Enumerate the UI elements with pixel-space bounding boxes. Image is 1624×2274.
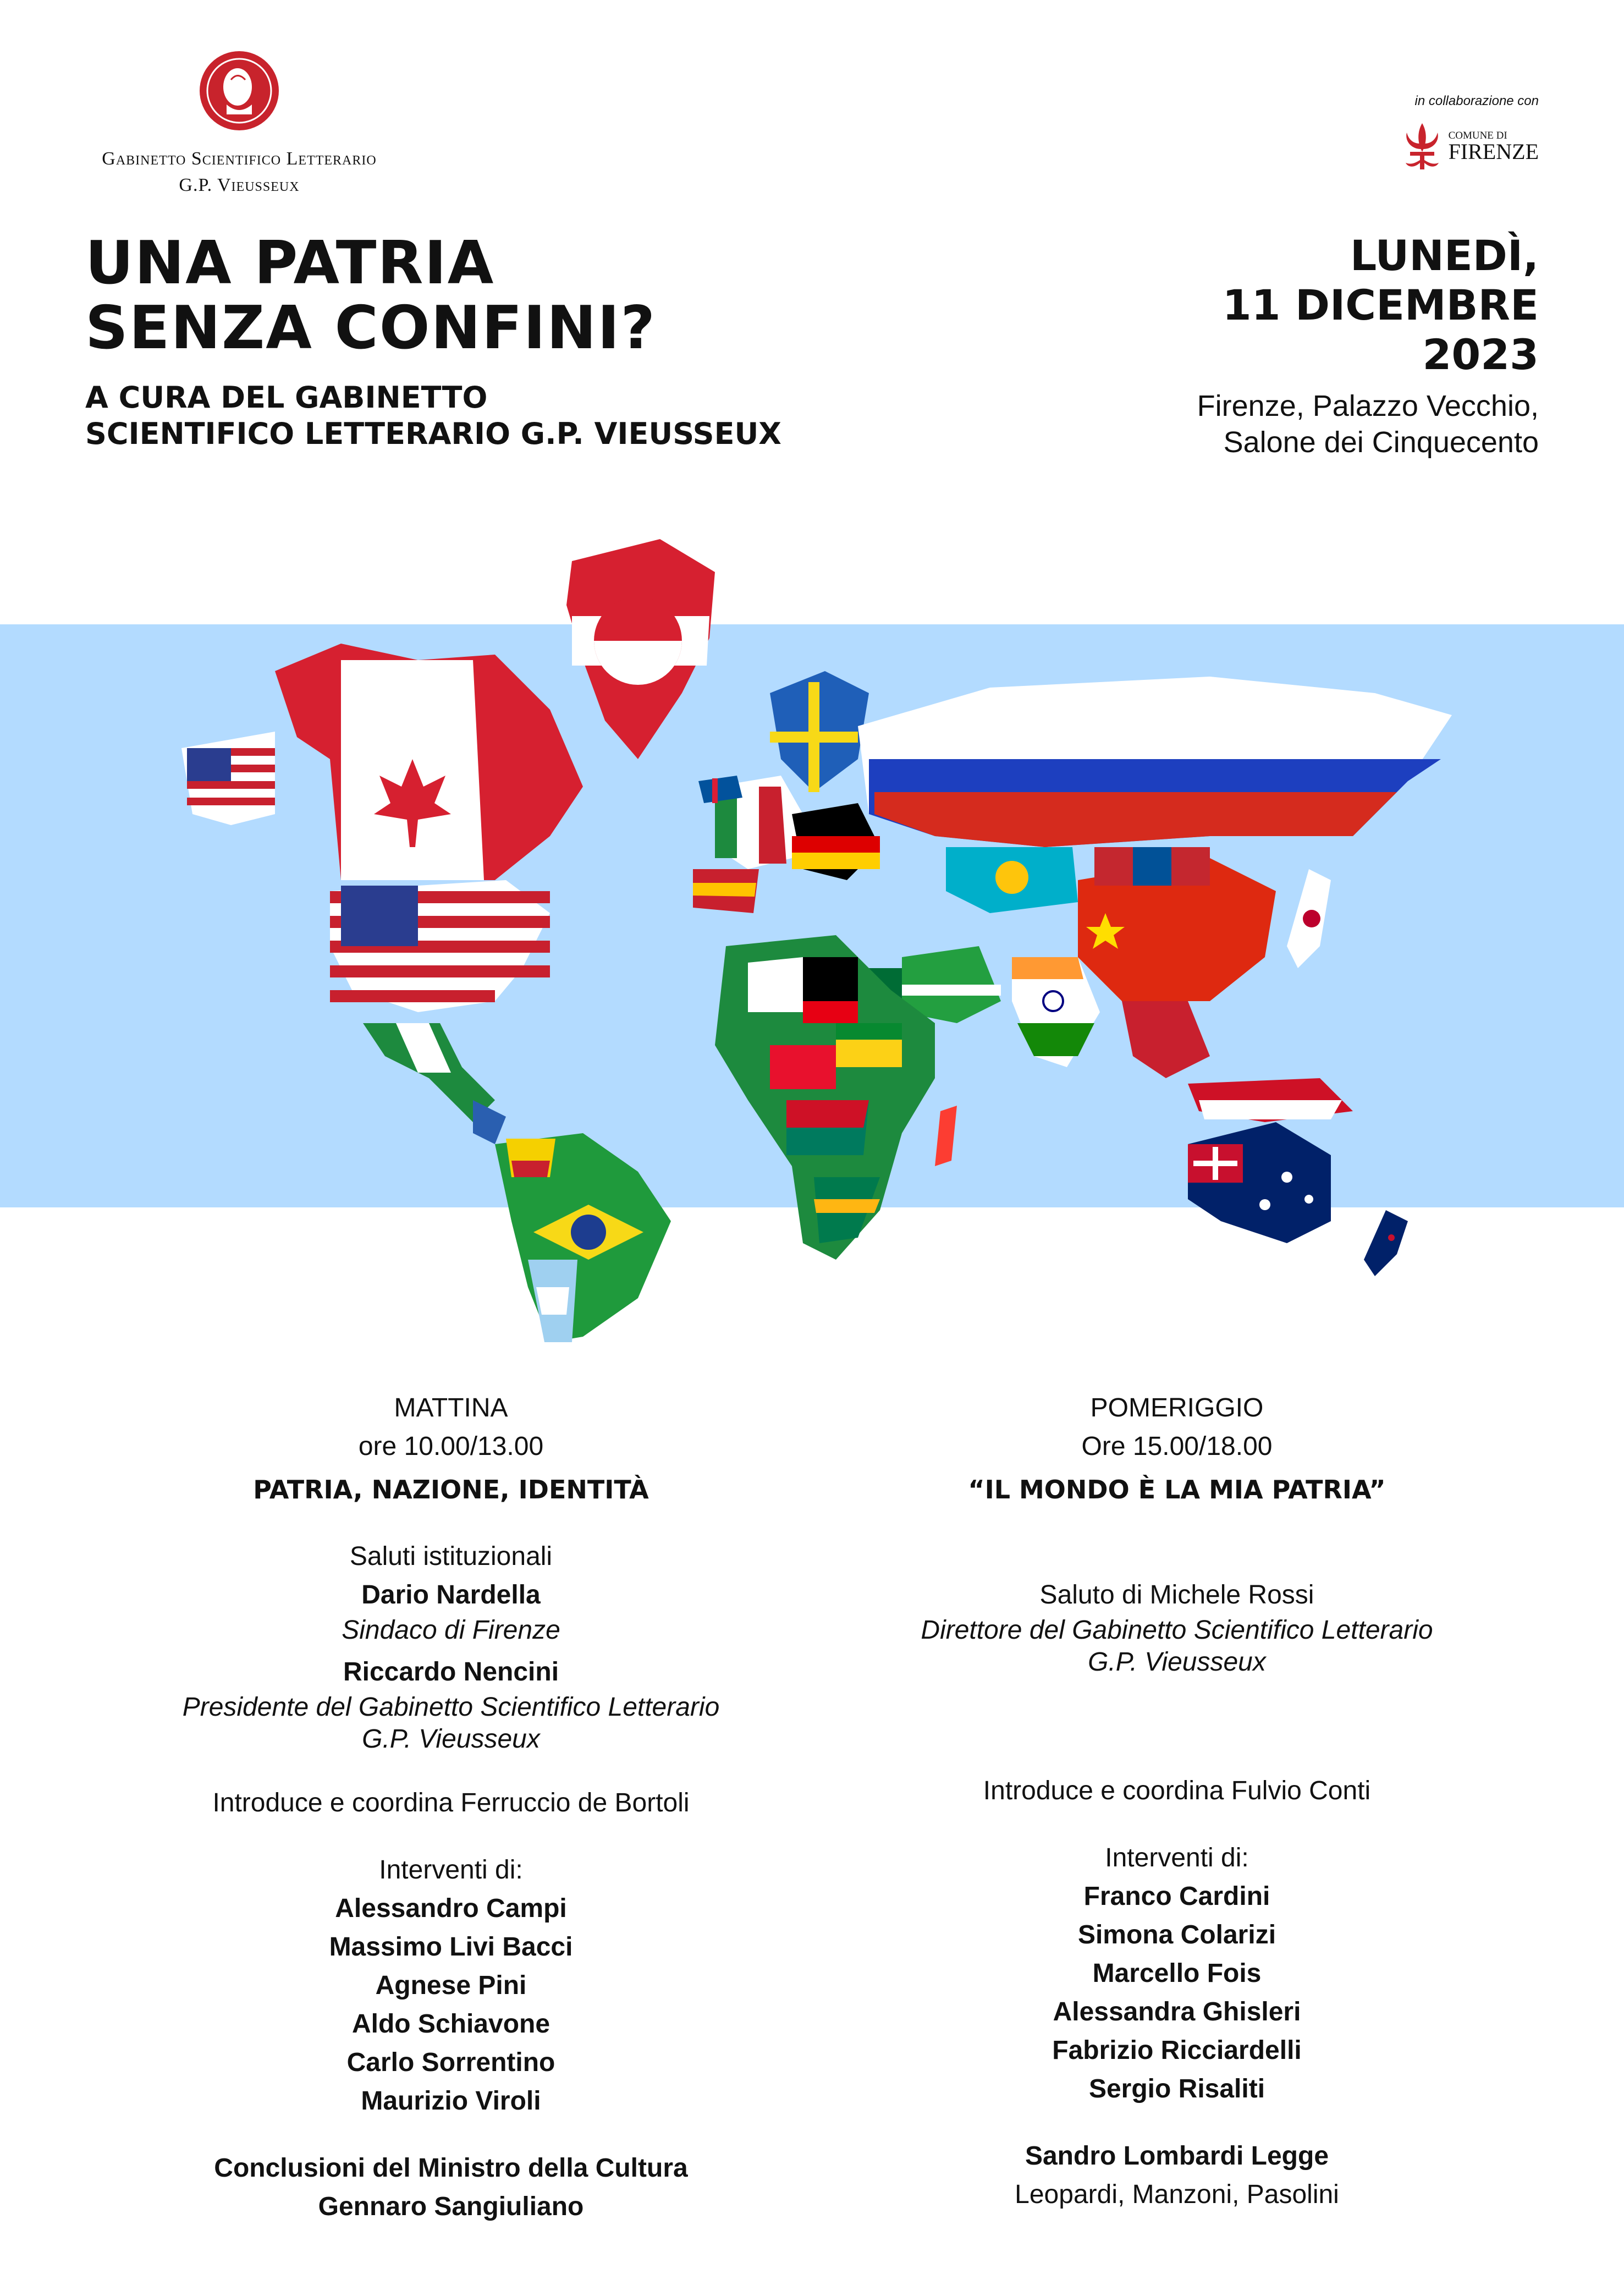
comune-firenze-logo	[1363, 119, 1539, 174]
flag-world-map-illustration	[0, 528, 1624, 1342]
firenze-text: FIRENZE	[1448, 139, 1539, 164]
speaker-name: Simona Colarizi	[1077, 1920, 1276, 1949]
speaker-name: Dario Nardella	[361, 1580, 541, 1610]
speaker-name: Aldo Schiavone	[351, 2009, 550, 2039]
event-date-year: 2023	[1422, 330, 1539, 379]
event-title-line1: UNA PATRIA	[85, 229, 495, 298]
reading-line: Sandro Lombardi Legge	[1025, 2141, 1329, 2171]
reading-authors: Leopardi, Manzoni, Pasolini	[1015, 2180, 1339, 2209]
interventions-label: Interventi di:	[1105, 1843, 1249, 1872]
speaker-name: Sergio Risaliti	[1088, 2074, 1265, 2103]
comune-di-text: COMUNE DI	[1448, 130, 1507, 141]
vieusseux-seal-icon	[198, 50, 280, 132]
speaker-name: Marcello Fois	[1092, 1959, 1262, 1988]
org-name-line2: G.P. Vieusseux	[179, 175, 300, 195]
speaker-name: Alessandro Campi	[335, 1894, 567, 1923]
event-venue-line1: Firenze, Palazzo Vecchio,	[1197, 389, 1539, 422]
speaker-role: Sindaco di Firenze	[342, 1616, 560, 1645]
org-name-line1: Gabinetto Scientifico Letterario	[102, 149, 377, 169]
speaker-name: Alessandra Ghisleri	[1053, 1997, 1301, 2026]
event-venue	[1197, 388, 1539, 460]
speaker-role: G.P. Vieusseux	[1088, 1647, 1266, 1677]
event-subtitle	[85, 380, 781, 452]
event-date-month: 11 DICEMBRE	[1222, 281, 1539, 329]
speaker-name: Maurizio Viroli	[361, 2086, 541, 2116]
interventions-label: Interventi di:	[379, 1855, 523, 1885]
moderator-line: Introduce e coordina Ferruccio de Bortoli	[212, 1788, 690, 1817]
speaker-role: G.P. Vieusseux	[362, 1724, 540, 1754]
speaker-role: Presidente del Gabinetto Scientifico Letterario	[182, 1693, 720, 1722]
speaker-name: Franco Cardini	[1083, 1882, 1270, 1911]
event-subtitle-line1: A CURA DEL GABINETTO	[85, 380, 488, 415]
speaker-name: Massimo Livi Bacci	[329, 1932, 573, 1962]
speaker-name: Fabrizio Ricciardelli	[1052, 2036, 1302, 2065]
moderator-line: Introduce e coordina Fulvio Conti	[983, 1776, 1371, 1805]
florence-lily-icon	[1400, 119, 1444, 174]
morning-session-label: MATTINA	[394, 1393, 508, 1422]
collaboration-block	[1363, 94, 1539, 174]
event-venue-line2: Salone dei Cinquecento	[1223, 426, 1539, 459]
afternoon-session	[825, 1389, 1529, 2214]
collaboration-label: in collaborazione con	[1414, 94, 1539, 108]
speaker-role: Direttore del Gabinetto Scientifico Letterario	[921, 1616, 1433, 1645]
closing-line: Conclusioni del Ministro della Cultura	[214, 2154, 688, 2183]
speaker-name: Carlo Sorrentino	[346, 2048, 555, 2077]
event-title	[85, 231, 656, 361]
event-title-line2: SENZA CONFINI?	[85, 294, 657, 362]
morning-session	[99, 1389, 803, 2226]
closing-speaker: Gennaro Sangiuliano	[318, 2192, 584, 2221]
speaker-name: Riccardo Nencini	[343, 1657, 559, 1687]
speaker-name: Agnese Pini	[375, 1971, 527, 2000]
morning-session-time: ore 10.00/13.00	[358, 1432, 544, 1461]
event-date	[1223, 231, 1539, 380]
event-subtitle-line2: SCIENTIFICO LETTERARIO G.P. VIEUSSEUX	[85, 416, 781, 451]
vieusseux-logo	[77, 50, 401, 199]
greeting-line: Saluto di Michele Rossi	[1039, 1580, 1314, 1610]
event-date-day: LUNEDÌ,	[1350, 231, 1539, 280]
greetings-label: Saluti istituzionali	[349, 1542, 553, 1571]
afternoon-session-time: Ore 15.00/18.00	[1081, 1432, 1273, 1461]
morning-session-theme: PATRIA, NAZIONE, IDENTITÀ	[253, 1475, 649, 1504]
afternoon-session-theme: “IL MONDO È LA MIA PATRIA”	[968, 1475, 1386, 1504]
afternoon-session-label: POMERIGGIO	[1090, 1393, 1264, 1422]
